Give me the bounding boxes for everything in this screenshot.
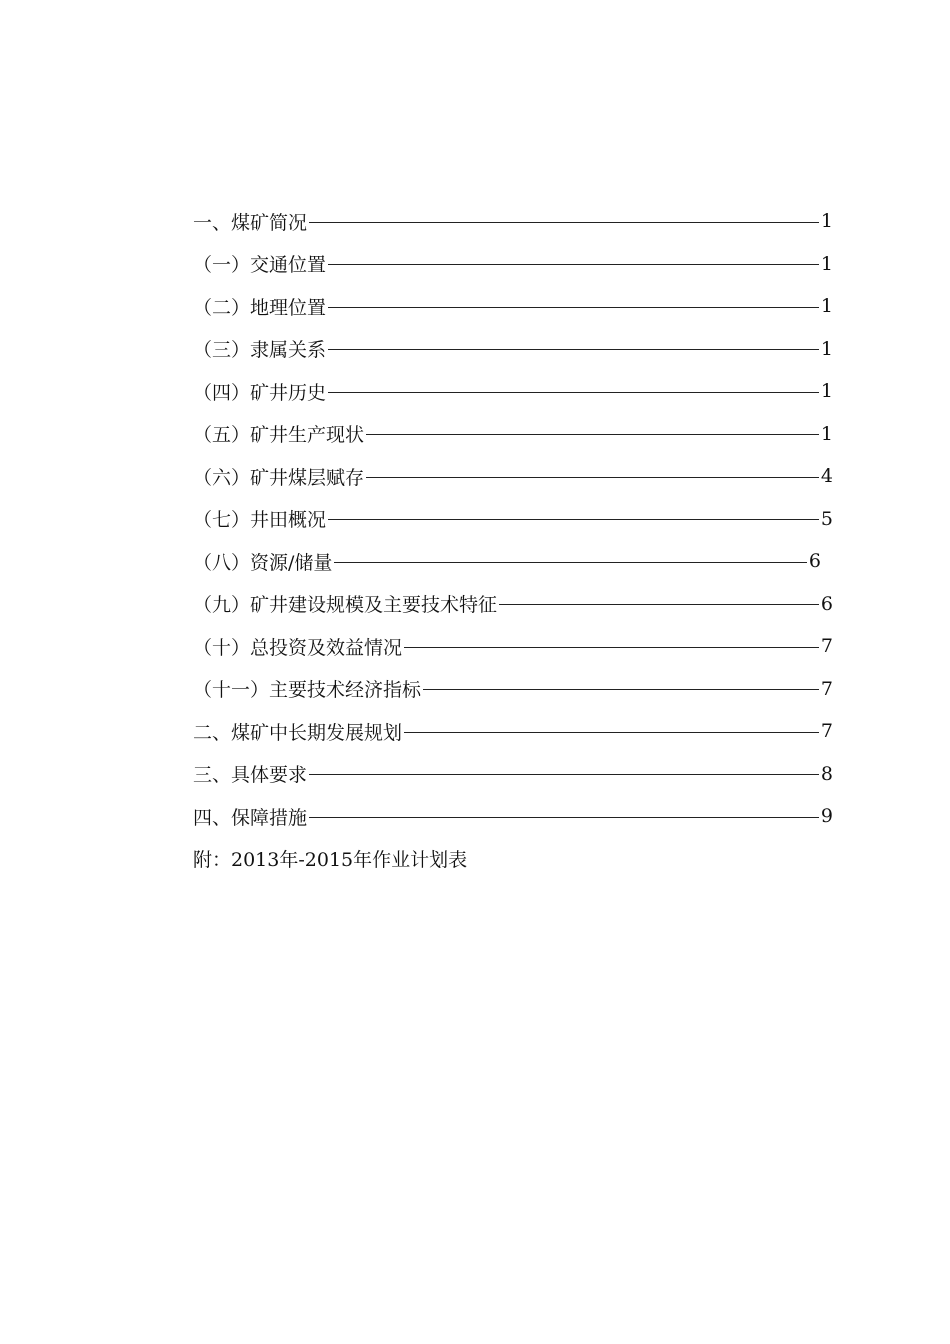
appendix-line: 附：2013年-2015年作业计划表 <box>193 849 468 872</box>
toc-entry-page: 5 <box>820 507 833 530</box>
toc-entry-title: （六）矿井煤层赋存 <box>193 466 365 489</box>
toc-entry-title: （五）矿井生产现状 <box>193 424 365 447</box>
toc-entry-page: 8 <box>820 762 833 785</box>
toc-entry-title: （八）资源/储量 <box>193 551 333 574</box>
toc-leader-line <box>328 392 819 393</box>
toc-entry-page: 7 <box>820 720 833 743</box>
toc-entry-1-11[interactable] <box>193 668 833 711</box>
toc-entry-1-2[interactable] <box>193 285 833 328</box>
toc-entry-1-1[interactable] <box>193 243 833 286</box>
toc-entry-page: 7 <box>820 677 833 700</box>
toc-entry-page: 6 <box>808 550 821 573</box>
toc-entry-title: 四、保障措施 <box>193 806 308 829</box>
toc-entry-1-6[interactable] <box>193 455 833 498</box>
toc-entry-page: 1 <box>820 252 833 275</box>
toc-entry-page: 4 <box>820 465 833 488</box>
toc-entry-4[interactable] <box>193 795 833 838</box>
toc-entry-title: （四）矿井历史 <box>193 381 327 404</box>
toc-entry-title: 二、煤矿中长期发展规划 <box>193 721 403 744</box>
toc-entry-title: （一）交通位置 <box>193 254 327 277</box>
toc-entry-title: （三）隶属关系 <box>193 339 327 362</box>
toc-entry-page: 1 <box>820 422 833 445</box>
toc-leader-line <box>328 264 819 265</box>
toc-entry-page: 6 <box>820 592 833 615</box>
toc-entry-page: 1 <box>820 210 833 233</box>
toc-entry-3[interactable] <box>193 753 833 796</box>
toc-entry-page: 1 <box>820 380 833 403</box>
toc-entry-page: 1 <box>820 295 833 318</box>
toc-entry-page: 7 <box>820 635 833 658</box>
toc-leader-line <box>366 477 819 478</box>
toc-leader-line <box>328 307 819 308</box>
toc-leader-line <box>423 689 819 690</box>
table-of-contents <box>193 200 833 880</box>
toc-entry-1-3[interactable] <box>193 328 833 371</box>
toc-entry-1-9[interactable] <box>193 583 833 626</box>
toc-leader-line <box>334 562 807 563</box>
toc-entry-title: （七）井田概况 <box>193 509 327 532</box>
toc-leader-line <box>309 774 819 775</box>
toc-entry-1[interactable] <box>193 200 833 243</box>
toc-leader-line <box>404 732 819 733</box>
toc-entry-title: （十）总投资及效益情况 <box>193 636 403 659</box>
toc-entry-1-10[interactable] <box>193 625 833 668</box>
toc-entry-title: （十一）主要技术经济指标 <box>193 679 422 702</box>
toc-leader-line <box>404 647 819 648</box>
toc-leader-line <box>309 222 819 223</box>
toc-leader-line <box>309 817 819 818</box>
toc-entry-2[interactable] <box>193 710 833 753</box>
toc-leader-line <box>328 349 819 350</box>
toc-leader-line <box>328 519 819 520</box>
toc-entry-1-5[interactable] <box>193 413 833 456</box>
toc-entry-1-7[interactable] <box>193 498 833 541</box>
toc-entry-1-8[interactable] <box>193 540 821 583</box>
toc-entry-title: 一、煤矿简况 <box>193 211 308 234</box>
toc-leader-line <box>499 604 819 605</box>
toc-entry-page: 1 <box>820 337 833 360</box>
toc-entry-title: （二）地理位置 <box>193 296 327 319</box>
toc-entry-title: （九）矿井建设规模及主要技术特征 <box>193 594 498 617</box>
toc-entry-1-4[interactable] <box>193 370 833 413</box>
toc-entry-title: 三、具体要求 <box>193 764 308 787</box>
toc-leader-line <box>366 434 819 435</box>
toc-entry-page: 9 <box>820 805 833 828</box>
